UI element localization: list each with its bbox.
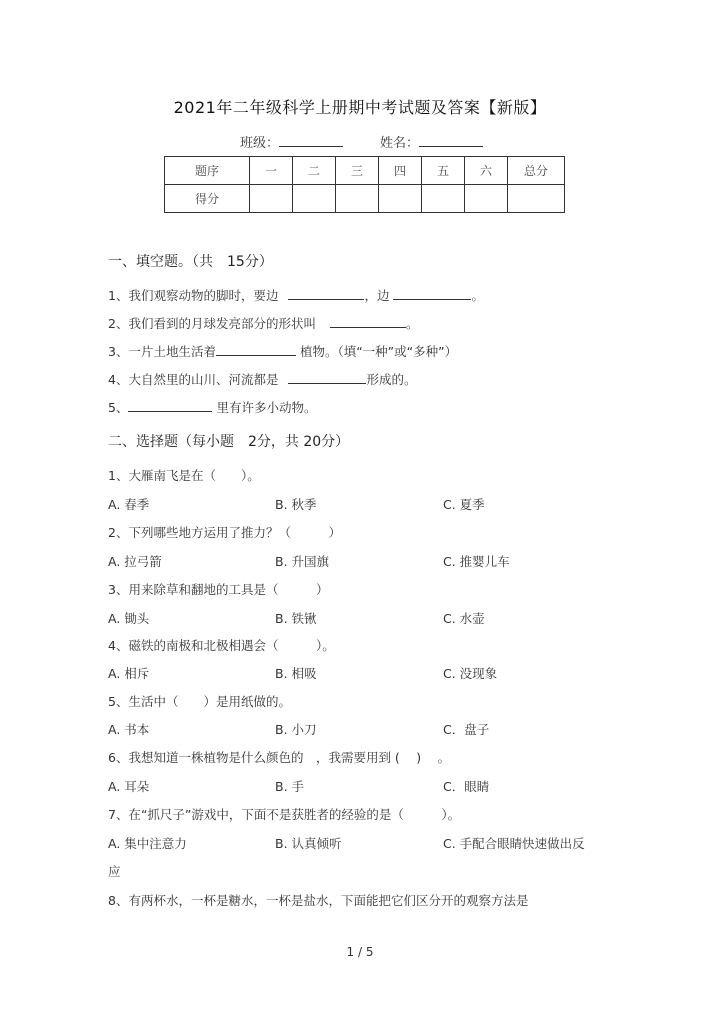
score-header-cell: 五 (422, 157, 465, 185)
answer-blank[interactable] (288, 287, 364, 300)
question-text: 形成的。 (366, 372, 417, 387)
score-header-cell: 一 (250, 157, 293, 185)
answer-blank[interactable] (288, 371, 366, 384)
option-c[interactable]: C．盘子 (443, 722, 490, 737)
fill-question-3 (108, 342, 457, 360)
option-c[interactable]: C. 手配合眼睛快速做出反 (443, 836, 585, 851)
answer-blank[interactable] (393, 287, 471, 300)
option-b[interactable]: B. 手 (275, 779, 305, 794)
page-number: 1 / 5 (346, 945, 374, 959)
score-table (164, 156, 565, 213)
fill-question-5 (108, 398, 316, 416)
answer-blank[interactable] (128, 399, 212, 412)
option-b[interactable]: B. 升国旗 (275, 554, 330, 569)
option-b[interactable]: B. 铁锹 (275, 611, 317, 626)
score-cell[interactable] (293, 185, 336, 213)
fill-question-4 (108, 370, 416, 388)
option-c[interactable]: C. 推婴儿车 (443, 554, 510, 569)
option-a[interactable]: A. 拉弓箭 (108, 554, 162, 569)
question-text: 2、我们看到的月球发亮部分的形状叫 (108, 316, 316, 331)
page-title: 2021年二年级科学上册期中考试题及答案【新版】 (173, 98, 547, 117)
option-b[interactable]: B. 相吸 (275, 666, 317, 681)
name-label: 姓名： (380, 136, 420, 151)
choice-question-stem: 1、大雁南飞是在（ ）。 (108, 468, 260, 483)
choice-question-stem: 6、我想知道一株植物是什么颜色的 ，我需要用到 ( ) 。 (108, 750, 451, 765)
question-text: 。 (471, 288, 484, 303)
score-header-cell: 二 (293, 157, 336, 185)
question-text: 。 (405, 316, 419, 331)
choice-question-stem: 3、用来除草和翻地的工具是（ ） (108, 582, 329, 597)
question-text: 5、 (108, 400, 129, 415)
score-value-row (165, 185, 565, 213)
option-a[interactable]: A. 书本 (108, 722, 150, 737)
fill-question-2 (108, 314, 418, 332)
score-header-cell: 三 (336, 157, 379, 185)
score-cell[interactable] (508, 185, 565, 213)
score-cell[interactable] (465, 185, 508, 213)
choice-question-stem: 2、下列哪些地方运用了推力？（ ） (108, 525, 341, 540)
question-text: 里有许多小动物。 (216, 400, 317, 415)
class-field (240, 132, 343, 151)
option-c[interactable]: C. 没现象 (443, 666, 498, 681)
choice-question-stem: 4、磁铁的南极和北极相遇会（ ）。 (108, 638, 335, 653)
option-c-continuation: 应 (108, 864, 121, 879)
score-cell[interactable] (250, 185, 293, 213)
name-blank[interactable] (419, 134, 483, 147)
option-b[interactable]: B. 认真倾听 (275, 836, 342, 851)
score-header-row (165, 157, 565, 185)
option-a[interactable]: A. 相斥 (108, 666, 150, 681)
score-cell[interactable] (379, 185, 422, 213)
choice-question-stem: 8、有两杯水，一杯是糖水，一杯是盐水，下面能把它们区分开的观察方法是 (108, 893, 529, 908)
option-b[interactable]: B. 小刀 (275, 722, 317, 737)
score-header-cell: 总分 (508, 157, 565, 185)
score-cell[interactable] (422, 185, 465, 213)
option-a[interactable]: A. 集中注意力 (108, 836, 187, 851)
option-a[interactable]: A. 锄头 (108, 611, 150, 626)
question-text: 3、一片土地生活着 (108, 344, 216, 359)
section1-heading: 一、填空题。（共 15分） (108, 254, 273, 270)
option-a[interactable]: A. 春季 (108, 497, 150, 512)
score-header-cell: 四 (379, 157, 422, 185)
question-text: 1、我们观察动物的脚时，要边 (108, 288, 279, 303)
option-c[interactable]: C. 夏季 (443, 497, 485, 512)
score-cell[interactable] (336, 185, 379, 213)
class-label: 班级： (240, 136, 280, 151)
option-c[interactable]: C. 水壶 (443, 611, 485, 626)
score-header-cell: 题序 (165, 157, 250, 185)
question-text: ，边 (364, 288, 390, 303)
score-header-cell: 六 (465, 157, 508, 185)
score-row-label: 得分 (165, 185, 250, 213)
class-blank[interactable] (279, 134, 343, 147)
question-text: 植物。（填“一种”或“多种”） (299, 344, 458, 359)
answer-blank[interactable] (216, 343, 296, 356)
choice-question-stem: 7、在“抓尺子”游戏中，下面不是获胜者的经验的是（ ）。 (108, 807, 461, 822)
section2-heading: 二、选择题（每小题 2分，共 20分） (108, 434, 350, 450)
question-text: 4、大自然里的山川、河流都是 (108, 372, 279, 387)
option-a[interactable]: A. 耳朵 (108, 779, 150, 794)
fill-question-1 (108, 286, 484, 304)
answer-blank[interactable] (330, 315, 406, 328)
option-c[interactable]: C．眼睛 (443, 779, 490, 794)
option-b[interactable]: B. 秋季 (275, 497, 317, 512)
choice-question-stem: 5、生活中（ ）是用纸做的。 (108, 694, 291, 709)
name-field (380, 132, 483, 151)
